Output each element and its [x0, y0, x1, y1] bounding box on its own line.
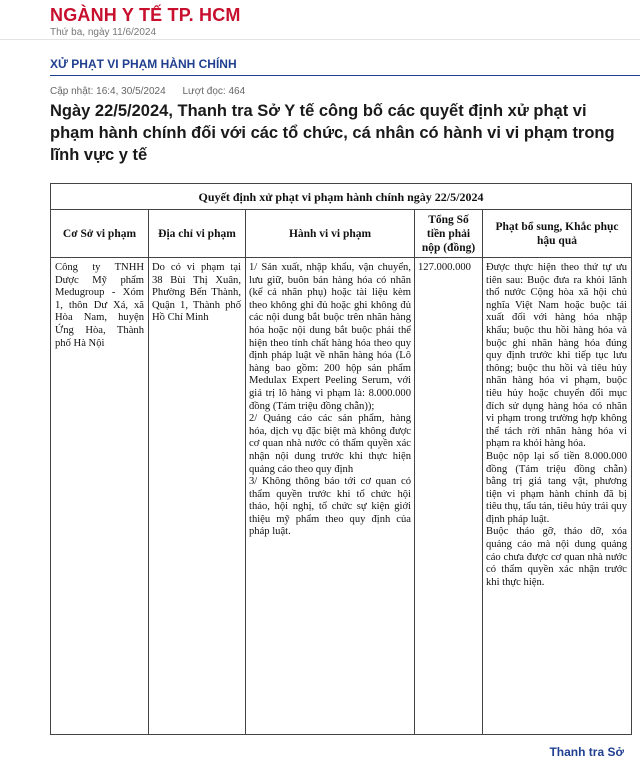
category-link[interactable]: XỬ PHẠT VI PHẠM HÀNH CHÍNH [50, 57, 237, 71]
column-divider [148, 210, 149, 734]
cell-address: Do có vi phạm tại 38 Bùi Thị Xuân, Phường Bến Thành, Quận 1, Thành phố Hồ Chí Minh [152, 262, 241, 324]
cell-amount: 127.000.000 [418, 262, 471, 273]
header-amount: Tổng Số tiền phải nộp (đồng) [415, 210, 482, 258]
remedy-item: Được thực hiện theo thứ tự ưu tiên sau: Buộc đưa ra khỏi lãnh thổ nước Cộng hòa xã hội chủ nghĩa Việt Nam hoặc buộc tái xuất đối với hàng hóa nhập khẩu; buộc thu hồi hàng hóa và buộc ghi nhãn hàng hóa đúng quy định trước khi tiếp tục lưu thông; buộc thu hồi và tiêu hủy nhãn hàng hóa vi phạm, buộc tiêu hủy hoặc chuyển đổi mục đích sử dụng hàng hóa có nhãn vi phạm trong trường hợp không thể tách rời nhãn hàng hóa vi phạm ra khỏi hàng hóa. [486, 262, 627, 450]
remedy-item: Buộc tháo gỡ, tháo dỡ, xóa quảng cáo mà nội dung quảng cáo chưa được cơ quan nhà nước có thẩm quyền xác nhận trước khi thực hiện. [486, 526, 627, 588]
header-behavior: Hành vi vi phạm [246, 210, 414, 258]
document-image [50, 183, 632, 735]
document-title: Quyết định xử phạt vi phạm hành chính ngày 22/5/2024 [51, 184, 631, 210]
column-divider [482, 210, 483, 734]
category-divider [50, 75, 640, 76]
article-meta [50, 86, 259, 97]
view-count: Lượt đọc: 464 [182, 86, 246, 97]
behavior-item: 1/ Sản xuất, nhập khẩu, vận chuyển, lưu giữ, buôn bán hàng hóa có nhãn (kể cả nhãn phụ) hoặc tài liệu kèm theo không ghi đủ hoặc ghi không đủ các nội dung bắt buộc trên nhãn hàng hóa hoặc nội dung bắt buộc phải thể hiện theo tính chất hàng hóa theo quy định pháp luật về nhãn hàng hóa (Lô hàng bao gồm: 200 hộp sản phẩm Medulax Expert Peeling Serum, với giá trị lô hàng vi phạm là: 8.000.000 đồng (Tám triệu đồng chẵn)); [249, 262, 411, 412]
column-divider [245, 210, 246, 734]
article-author: Thanh tra Sở [549, 745, 624, 759]
remedy-item: Buộc nộp lại số tiền 8.000.000 đồng (Tám triệu đồng chẵn) bằng trị giá tang vật, phương tiện vi phạm hành chính đã bị tiêu thụ, tẩu tán, tiêu hủy trái quy định pháp luật. [486, 450, 627, 525]
site-header [0, 0, 640, 40]
behavior-item: 3/ Không thông báo tới cơ quan có thẩm quyền trước khi tổ chức hội thảo, hội nghị, tổ chức sự kiện giới thiệu mỹ phẩm theo quy định của pháp luật. [249, 476, 411, 538]
site-title[interactable]: NGÀNH Y TẾ TP. HCM [50, 5, 241, 25]
header-facility: Cơ Sở vi phạm [51, 210, 148, 258]
site-date: Thứ ba, ngày 11/6/2024 [50, 27, 157, 38]
article-headline: Ngày 22/5/2024, Thanh tra Sở Y tế công bố các quyết định xử phạt vi phạm hành chính đối với các tổ chức, cá nhân có hành vi vi phạm trong lĩnh vực y tế [50, 102, 615, 164]
header-address: Địa chỉ vi phạm [149, 210, 245, 258]
cell-behavior [249, 262, 411, 539]
updated-time: Cập nhật: 16:4, 30/5/2024 [50, 86, 166, 97]
cell-facility: Công ty TNHH Dược Mỹ phẩm Medugroup - Xóm 1, thôn Dư Xá, xã Hòa Nam, huyện Ứng Hòa, Thành phố Hà Nội [55, 262, 144, 349]
header-remedy: Phạt bổ sung, Khắc phục hậu quả [483, 210, 631, 258]
column-divider [414, 210, 415, 734]
behavior-item: 2/ Quảng cáo các sản phẩm, hàng hóa, dịch vụ đặc biệt mà không được cơ quan nhà nước có thẩm quyền xác nhận nội dung trước khi thực hiện quảng cáo theo quy định [249, 413, 411, 475]
cell-remedy [486, 262, 627, 589]
